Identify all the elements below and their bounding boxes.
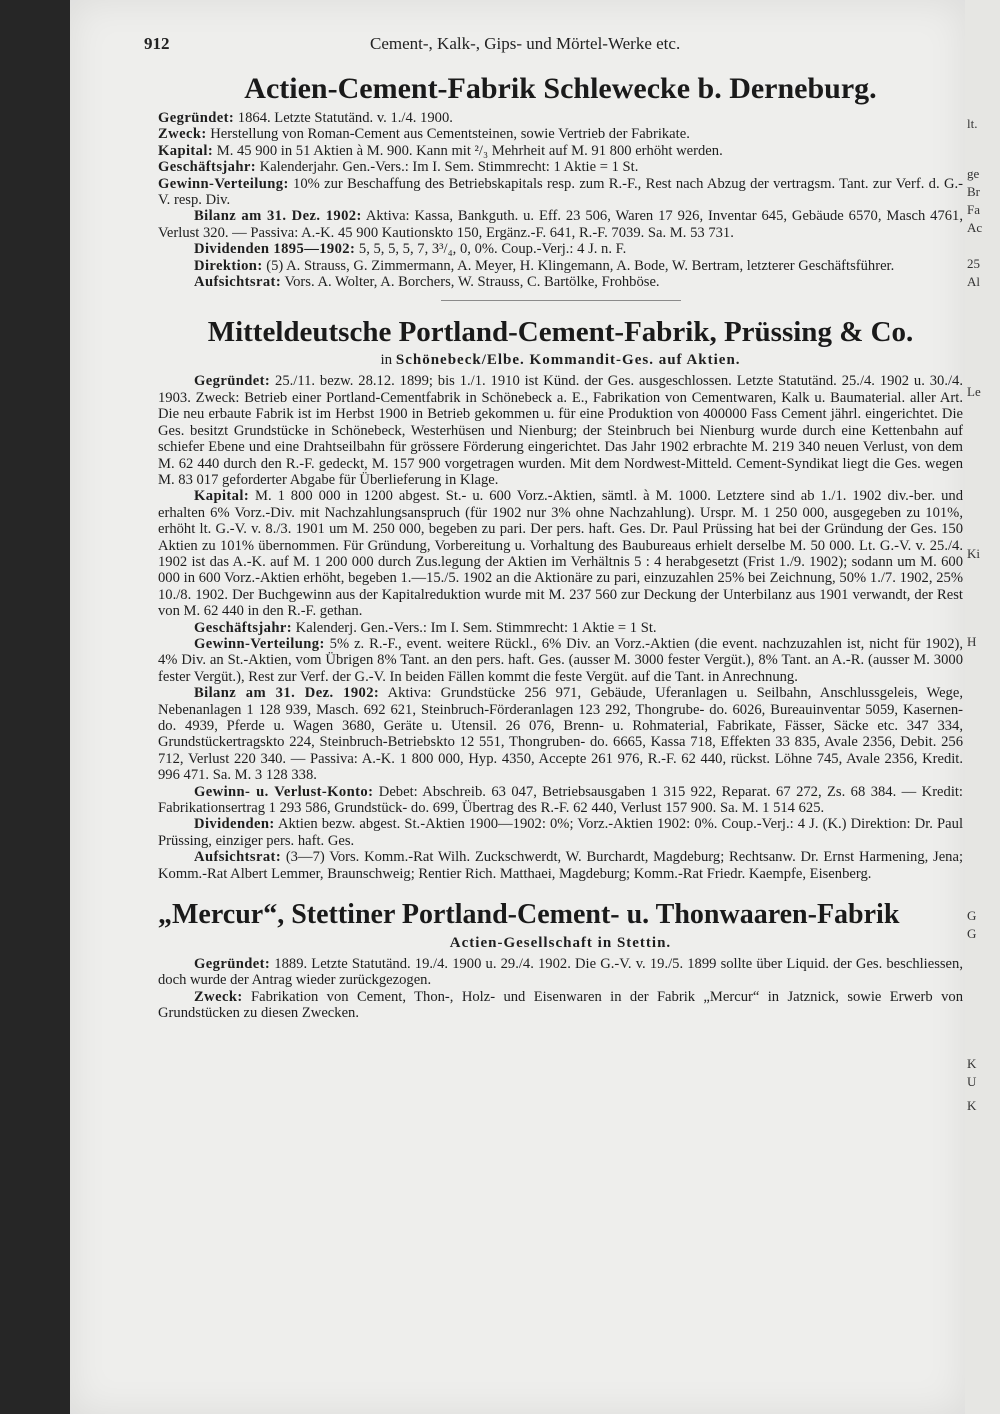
company-entry — [158, 896, 963, 1022]
edge-fragment: G — [967, 926, 977, 941]
entry-text: (5) A. Strauss, G. Zimmermann, A. Meyer, H. Klingemann, A. Bode, W. Bertram, letzterer Geschäftsführer. — [262, 257, 895, 274]
entry-profit-loss-account — [158, 784, 963, 817]
spacer — [158, 882, 963, 896]
entry-label: Bilanz am 31. Dez. 1902: — [194, 208, 362, 225]
edge-fragment: ge — [967, 166, 980, 181]
entry-text: Herstellung von Roman-Cement aus Cementsteinen, sowie Vertrieb der Fabrikate. — [206, 126, 690, 143]
entry-label: Kapital: — [158, 142, 214, 159]
entry-label: Zweck: — [158, 126, 207, 143]
entry-label: Gewinn- u. Verlust-Konto: — [194, 783, 374, 800]
page-number: 912 — [144, 34, 170, 53]
entry-founded — [158, 110, 963, 126]
page-content — [158, 70, 963, 1022]
edge-fragment: lt. — [967, 116, 978, 131]
entry-capital — [158, 488, 963, 619]
entry-label: Kapital: — [194, 488, 250, 505]
entry-purpose — [158, 989, 963, 1022]
entry-fiscal-year — [158, 159, 963, 175]
entry-label: Gewinn-Verteilung: — [194, 635, 325, 652]
edge-fragment: Br — [967, 184, 980, 199]
entry-text: Aktiva: Grundstücke 256 971, Gebäude, Uferanlagen u. Seilbahn, Anschlussgeleis, Wege, Nebenanlagen 1 128 939, Masch. 692 621, Steinbruch-Förderanlagen 123 292, Thongrube- do. 6026, Bureauinventar 5059, Kasernen- do. 4939, Pferde u. Wagen 3680, Geräte u. Utensil. 26 076, Brenn- u. Rohmaterial, Fabrikate, Fässer, Säcke etc. 347 334, Grundstückertragskto 224, Steinbruch-Betriebskto 12 551, Thongruben- do. 6665, Kassa 718, Effekten 33 835, Avale 2356, Debit. 256 712, Verlust 220 340. — Passiva: A.-K. 1 800 000, Hyp. 4350, Accepte 261 976, R.-F. 62 440, rückst. Löhne 745, Avale 2356, Kredit. 996 471. Sa. M. 3 128 338. — [158, 685, 963, 784]
edge-fragment: Al — [967, 274, 980, 289]
company-subtitle — [158, 934, 963, 952]
entry-label: Aufsichtsrat: — [194, 274, 282, 291]
entry-dividends — [158, 241, 963, 257]
entry-dividends — [158, 816, 963, 849]
entry-profit-distribution — [158, 176, 963, 209]
edge-fragment: Ki — [967, 546, 980, 561]
entry-balance — [158, 685, 963, 783]
entry-text: 1864. Letzte Statutänd. v. 1./4. 1900. — [234, 110, 453, 126]
entry-text: M. 1 800 000 in 1200 abgest. St.- u. 600 Vorz.-Aktien, sämtl. à M. 1000. Letztere sind ab 1./1. 1902 div.-ber. und erhalten 6% Vorz.-Div. mit Nachzahlungsanspruch (für 1902 nur 3% ohne Nachzahlung). Urspr. M. 1 250 000, ausgegeben zu 101%, erhöht lt. G.-V. v. 8./3. 1901 um M. 250 000, begeben zu pari. Der pers. haft. Ges. Dr. Paul Prüssing hat bei der Gründung der Ges. 150 Aktien zu 101% übernommen. Für Gründung, Vorbereitung u. Vorhaltung des Baubureaus erhielt derselbe M. 50 000. Lt. G.-V. v. 25./4. 1902 ist das A.-K. auf M. 1 200 000 durch Zus.legung der Aktien im Verhältnis 5 : 4 herabgesetzt (Frist 1./9. 1902); sodann um M. 600 000 in 600 Vorz.-Aktien erhöht, begeben 1.—15./5. 1902 an die Aktionäre zu pari, einzuzahlen 25% bei Zeichnung, 50% 1./7. 1902, 25% 10./8. 1902. Der Buchgewinn aus der Kapitalreduktion wurde mit M. 237 560 zur Deckung der Unterbilanz aus 1901 verwandt, der Rest von M. 62 440 in den R.-F. gethan. — [158, 488, 963, 620]
subtitle-bold: Schönebeck/Elbe. Kommandit-Ges. auf Aktien. — [395, 352, 741, 369]
entry-text: (3—7) Vors. Komm.-Rat Wilh. Zuckschwerdt, W. Burchardt, Magdeburg; Rechtsanw. Dr. Ernst Harmening, Jena; Komm.-Rat Albert Lemmer, Braunschweig; Rentier Rich. Matthaei, Magdeburg; Komm.-Rat Friedr. Kaempfe, Eisenberg. — [158, 849, 963, 882]
edge-fragment: U — [967, 1074, 977, 1089]
running-title: Cement-, Kalk-, Gips- und Mörtel-Werke etc. — [370, 34, 681, 53]
edge-fragment: H — [967, 634, 977, 649]
entry-supervisory-board — [158, 849, 963, 882]
edge-fragment: G — [967, 908, 977, 923]
entry-label: Direktion: — [194, 257, 263, 274]
edge-fragment: 25 — [967, 256, 980, 271]
subtitle-prefix: in — [380, 352, 396, 369]
book-page — [70, 0, 965, 1414]
entry-text: Vors. A. Wolter, A. Borchers, W. Strauss, C. Bartölke, Frohböse. — [281, 274, 660, 291]
entry-text: Kalenderj. Gen.-Vers.: Im I. Sem. Stimmrecht: 1 Aktie = 1 St. — [292, 619, 657, 636]
entry-text: 1889. Letzte Statutänd. 19./4. 1900 u. 29./4. 1902. Die G.-V. v. 19./5. 1899 sollte über Liquid. der Ges. beschliessen, doch wurde der Antrag wieder zurückgezogen. — [158, 956, 963, 989]
entry-capital — [158, 143, 963, 159]
company-subtitle — [158, 351, 963, 369]
edge-fragment: K — [967, 1056, 977, 1071]
entry-label: Gegründet: — [158, 110, 235, 126]
edge-fragment: Le — [967, 384, 981, 399]
entry-label: Geschäftsjahr: — [158, 159, 257, 176]
entry-purpose — [158, 126, 963, 142]
company-title: „Mercur“, Stettiner Portland-Cement- u. Thonwaaren-Fabrik — [158, 899, 900, 931]
company-entry — [158, 313, 963, 882]
subtitle-bold: Actien-Gesellschaft in Stettin. — [449, 935, 672, 952]
edge-fragment: K — [967, 1098, 977, 1113]
entry-label: Dividenden 1895—1902: — [194, 241, 356, 258]
company-title: Mitteldeutsche Portland-Cement-Fabrik, Prüssing & Co. — [207, 316, 914, 349]
entry-label: Geschäftsjahr: — [194, 619, 293, 636]
entry-text: M. 45 900 in 51 Aktien à M. 900. Kann mit ²/₃ Mehrheit auf M. 91 800 erhöht werden. — [213, 142, 723, 159]
entry-text: 5% z. R.-F., event. weitere Rückl., 6% Div. an Vorz.-Aktien (die event. nachzuzahlen ist, nicht für 1902), 4% Div. an St.-Aktien, vom Übrigen 8% Tant. an den pers. haft. Ges. (ausser M. 3000 fester Vergüt.), 8% Tant. an A.-R. (ausser M. 3000 fester Vergüt.), Rest zur Verf. der G.-V. In beiden Fällen kommt die feste Vergüt. auf die Tant. in Anrechnung. — [158, 635, 963, 685]
entry-text: 10% zur Beschaffung des Betriebskapitals resp. zum R.-F., Rest nach Abzug der vertragsm. Tant. zur Verf. d. G.-V. resp. Div. — [158, 175, 963, 209]
entry-text: Fabrikation von Cement, Thon-, Holz- und Eisenwaren in der Fabrik „Mercur“ in Jatznick, sowie Erwerb von Grundstücken zu diesen Zwecken. — [158, 988, 963, 1022]
entry-text: 25./11. bezw. 28.12. 1899; bis 1./1. 1910 ist Künd. der Ges. ausgeschlossen. Letzte Statutänd. 25./4. 1902 u. 30./4. 1903. Zweck: Betrieb einer Portland-Cementfabrik in Schönebeck a. E., Fabrikation von Cementwaren, Kalk u. Baumaterial. aller Art. Die neu erbaute Fabrik ist im Herbst 1900 in Betrieb gekommen u. für eine Produktion von 400000 Fass Cement jährl. eingerichtet. Die Ges. besitzt Grundstücke in Schönebeck, Westerhüsen und Nienburg; der Steinbruch bei Nienburg wurde durch eine Kettenbahn auf schiefer Ebene und eine Drahtseilbahn für grössere Förderung eingerichtet. Das Jahr 1902 erbrachte M. 219 340 neuen Verlust, von dem M. 62 440 durch den R.-F. gedeckt, M. 157 900 vorgetragen wurden. Mit dem Nordwest-Mitteld. Cement-Syndikat liegt die Ges. wegen M. 83 017 geforderter Abgabe für Überlieferung in Klage. — [158, 373, 963, 488]
entry-founded — [158, 956, 963, 989]
entry-directors — [158, 258, 963, 274]
entry-text: Aktien bezw. abgest. St.-Aktien 1900—1902: 0%; Vorz.-Aktien 1902: 0%. Coup.-Verj.: 4 J. (K.) Direktion: Dr. Paul Prüssing, einziger pers. haft. Ges. — [158, 816, 963, 849]
adjacent-page-edge — [965, 0, 1000, 1414]
company-entry — [158, 70, 963, 290]
entry-text: Aktiva: Kassa, Bankguth. u. Eff. 23 506, Waren 17 926, Inventar 645, Gebäude 6570, Masch 4761, Verlust 320. — Passiva: A.-K. 45 900 Kautionskto 150, Ergänz.-F. 641, R.-F. 7039. Sa. M. 53 731. — [158, 208, 963, 241]
entry-text: Kalenderjahr. Gen.-Vers.: Im I. Sem. Stimmrecht: 1 Aktie = 1 St. — [256, 159, 639, 176]
entry-founded — [158, 373, 963, 488]
entry-balance — [158, 208, 963, 241]
entry-text: Debet: Abschreib. 63 047, Betriebsausgaben 1 315 922, Reparat. 67 272, Zs. 68 384. — Kredit: Fabrikationsertrag 1 293 586, Grundstück- do. 699, Übertrag des R.-F. 62 440, Verlust 157 900. Sa. M. 1 514 625. — [158, 783, 963, 817]
entry-supervisory-board — [158, 274, 963, 290]
company-title: Actien-Cement-Fabrik Schlewecke b. Derneburg. — [244, 72, 877, 105]
entry-fiscal-year — [158, 620, 963, 636]
entry-label: Zweck: — [194, 988, 243, 1005]
edge-fragment: Fa — [967, 202, 980, 217]
entry-label: Dividenden: — [194, 816, 275, 833]
entry-label: Bilanz am 31. Dez. 1902: — [194, 685, 380, 702]
section-divider — [441, 300, 681, 301]
entry-label: Aufsichtsrat: — [194, 849, 282, 866]
scan-left-margin — [0, 0, 70, 1414]
entry-label: Gewinn-Verteilung: — [158, 175, 289, 192]
running-head — [70, 34, 965, 58]
edge-fragment: Ac — [967, 220, 983, 235]
entry-label: Gegründet: — [194, 956, 271, 973]
entry-profit-distribution — [158, 636, 963, 685]
entry-label: Gegründet: — [194, 373, 271, 390]
entry-text: 5, 5, 5, 5, 7, 3³/₄, 0, 0%. Coup.-Verj.: 4 J. n. F. — [355, 241, 627, 258]
